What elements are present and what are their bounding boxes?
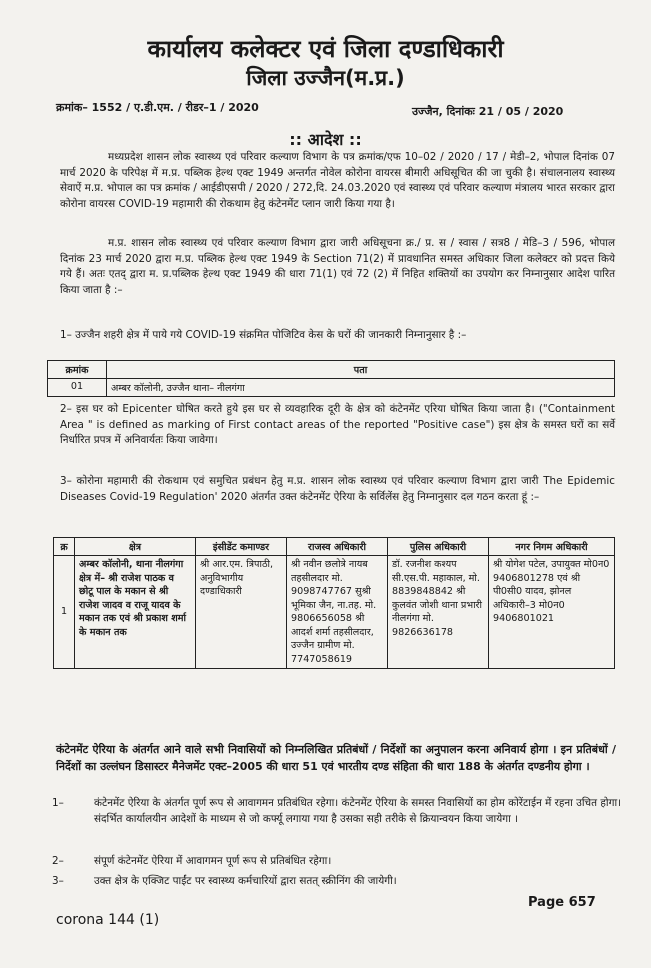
column-header: क्रमांक: [48, 361, 107, 379]
restriction-item: [52, 853, 622, 869]
restriction-item: [52, 795, 622, 827]
house-table-header: [48, 361, 615, 379]
paragraph-restrictions-intro: कंटेनमेंट ऐरिया के अंतर्गत आने वाले सभी निवासियों को निम्नलिखित प्रतिबंधों / निर्देशों का अनुपालन करना अनिवार्य होगा । इन प्रतिबंधों / निर्देशों का उल्लंघन डिसास्टर मैनेजमेंट एक्ट–2005 की धारा 51 एवं भारतीय दण्ड संहिता की धारा 188 के अंतर्गत दण्डनीय होगा ।: [56, 743, 616, 773]
team-table: [53, 537, 615, 669]
column-header: इंसीडेंट कमाण्डर: [196, 538, 287, 556]
restriction-number: 1–: [52, 797, 64, 809]
restriction-item: [52, 873, 622, 889]
column-header: क्षेत्र: [75, 538, 196, 556]
area-cell: अम्बर कॉलोनी, थाना नीलगंगा क्षेत्र में– श्री राजेश पाठक व छोटू पाल के मकान से श्री राजेश जादव व राजू यादव के मकान तक एवं श्री प्रकाश शर्मा के मकान तक: [75, 556, 196, 669]
restriction-number: 3–: [52, 875, 64, 887]
incident-commander-cell: श्री आर.एम. त्रिपाठी, अनुविभागीय दण्डाधिकारी: [196, 556, 287, 669]
district-title: जिला उज्जैन(म.प्र.): [246, 66, 405, 90]
restriction-number: 2–: [52, 855, 64, 867]
office-title: कार्यालय कलेक्टर एवं जिला दण्डाधिकारी: [147, 35, 504, 63]
table-row: [48, 379, 615, 397]
place-date: उज्जैन, दिनांकः 21 / 05 / 2020: [412, 105, 564, 118]
paragraph-point-2: 2– इस घर को Epicenter घोषित करते हुये इस घर से व्यवहारिक दूरी के क्षेत्र को कंटेनमेंट एरिया घोषित किया जाता है। ("Containment Area " is defined as marking of First contact areas of the reported "Positive case") इस क्षेत्र के समस्त घरों का सर्वे निर्धारित प्रपत्र में अनिवार्यतः किया जावेगा।: [60, 403, 615, 446]
table-cell: 1: [54, 556, 75, 669]
table-row: [54, 556, 615, 669]
column-header: क्र: [54, 538, 75, 556]
paragraph-point-3: 3– कोरोना महामारी की रोकथाम एवं समुचित प्रबंधन हेतु म.प्र. शासन लोक स्वास्थ्य एवं परिवार कल्याण विभाग द्वारा जारी The Epidemic Diseases Covid-19 Regulation' 2020 अंतर्गत उक्त कंटेनमेंट ऐरिया के सर्विलेंस हेतु निम्नानुसार दल गठन करता हूं :–: [60, 475, 615, 503]
table-cell: अम्बर कॉलोनी, उज्जैन थाना– नीलगंगा: [107, 379, 615, 397]
paragraph-authority: म.प्र. शासन लोक स्वास्थ्य एवं परिवार कल्याण विभाग द्वारा जारी अधिसूचना क्र./ प्र. स / स्वास / सत्र8 / मेडि–3 / 596, भोपाल दिनांक 23 मार्च 2020 द्वारा म.प्र. पब्लिक हेल्थ एक्ट 1949 के Section 71(2) में प्रावधानित समस्त अधिकार जिला कलेक्टर को प्रदत्त किये गये हैं। अतः एतद् द्वारा म. प्र.पब्लिक हेल्थ एक्ट 1949 की धारा 71(1) एवं 72 (2) में निहित शक्तियों का उपयोग कर निम्नानुसार आदेश पारित किया जाता है :–: [60, 237, 615, 296]
police-officer-cell: डॉ. रजनीश कश्यप सी.एस.पी. महाकाल, मो. 8839848842 श्री कुलवंत जोशी थाना प्रभारी नीलगंगा मो. 9826636178: [388, 556, 489, 669]
restriction-text: उक्त क्षेत्र के एक्जिट पाईंट पर स्वास्थ्य कर्मचारियों द्वारा सतत् स्क्रीनिंग की जायेगी।: [94, 875, 397, 887]
paragraph-point-1: 1– उज्जैन शहरी क्षेत्र में पाये गये COVID-19 संक्रमित पोजिटिव केस के घरों की जानकारी निम्नानुसार है :–: [60, 329, 467, 341]
column-header: पुलिस अधिकारी: [388, 538, 489, 556]
restriction-text: कंटेनमेंट ऐरिया के अंतर्गत पूर्ण रूप से आवागमन प्रतिबंधित रहेगा। कंटेनमेंट ऐरिया के समस्त निवासियों का होम कोरेंटाईन में रहना उचित होगा। संदर्भित कार्यालयीन आदेशों के माध्यम से जो कर्फ्यू लगाया गया है उसका सही तरीके से क्रियान्वयन किया जायेगा ।: [94, 797, 622, 825]
revenue-officer-cell: श्री नवीन छलोत्रे नायब तहसीलदार मो. 9098747767 सुश्री भूमिका जैन, ना.तह. मो. 9806656058 श्री आदर्श शर्मा तहसीलदार, उज्जैन ग्रामीण मो. 7747058619: [287, 556, 388, 669]
paragraph-intro: मध्यप्रदेश शासन लोक स्वास्थ्य एवं परिवार कल्याण विभाग के पत्र क्रमांक/एफ 10–02 / 2020 / 17 / मेडी–2, भोपाल दिनांक 07 मार्च 2020 के परिपेक्ष में म.प्र. पब्लिक हेल्थ एक्ट 1949 अन्तर्गत नोवेल कोरोना वायरस बीमारी अधिसूचित की जा चुकी है। संचालनालय स्वास्थ्य सेवाऐं म.प्र. भोपाल का पत्र क्रमांक / आईडीएसपी / 2020 / 272,दि. 24.03.2020 एवं स्वास्थ्य एवं परिवार कल्याण मंत्रालय भारत सरकार द्वारा कोरोना वायरस COVID-19 महामारी की रोकथाम हेतु कंटेनमेंट प्लान जारी किया गया है।: [60, 151, 615, 210]
column-header: पता: [107, 361, 615, 379]
municipal-officer-cell: श्री योगेश पटेल, उपायुक्त मो0न0 9406801278 एवं श्री पी0सी0 यादव, झोनल अधिकारी–3 मो0न0 9406801021: [489, 556, 615, 669]
table-cell: 01: [48, 379, 107, 397]
column-header: राजस्व अधिकारी: [287, 538, 388, 556]
page-number: Page 657: [528, 895, 596, 910]
order-heading: :: आदेश ::: [289, 130, 362, 149]
column-header: नगर निगम अधिकारी: [489, 538, 615, 556]
reference-number: क्रमांक– 1552 / ए.डी.एम. / रीडर–1 / 2020: [56, 101, 259, 114]
team-table-header: [54, 538, 615, 556]
restriction-text: संपूर्ण कंटेनमेंट ऐरिया में आवागमन पूर्ण रूप से प्रतिबंधित रहेगा।: [94, 855, 332, 867]
file-label: corona 144 (1): [56, 912, 160, 928]
house-table: [47, 360, 615, 397]
